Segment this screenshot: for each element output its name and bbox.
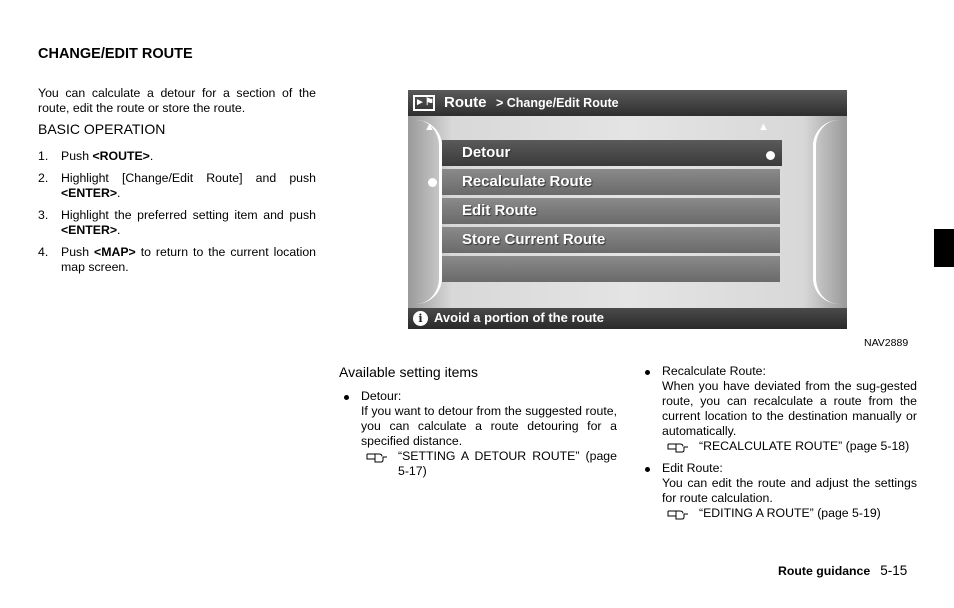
step-number: 2. [38,171,49,185]
step-item [38,208,316,238]
left-scroll-arc [416,120,442,304]
info-text: Avoid a portion of the route [434,310,604,325]
figure-code: NAV2889 [864,337,909,349]
bullet-icon [645,467,650,472]
step-key: <ENTER> [61,223,118,237]
menu-item-empty [442,256,780,282]
step-text: . [149,149,154,163]
screen-breadcrumb: > Change/Edit Route [496,96,619,110]
step-number: 1. [38,149,49,163]
step-number: 3. [38,208,49,222]
basic-operation-heading: BASIC OPERATION [38,121,166,137]
step-key: <ROUTE> [92,149,150,163]
reference-text: “EDITING A ROUTE” (page 5-19) [699,506,881,520]
items-column-right [640,364,917,521]
step-text: to return to the current location map screen. [61,245,316,274]
item-label: Detour: [361,389,402,403]
page-number: 5-15 [880,563,908,578]
reference-text: “RECALCULATE ROUTE” (page 5-18) [699,439,910,453]
menu-item-detour[interactable]: Detour [442,140,782,166]
footer-section: Route guidance [778,564,871,578]
info-icon: i [413,311,428,326]
step-number: 4. [38,245,49,259]
step-text: Highlight [Change/Edit Route] and push [61,171,316,185]
item-text: If you want to detour from the suggested route, you can calculate a route detouring for a specified distance. [361,404,617,448]
item-text: When you have deviated from the sug-gested route, you can recalculate a route from the current location to the destination manually or automatically. [662,379,917,438]
reference-text: “SETTING A DETOUR ROUTE” (page 5-17) [398,449,617,478]
pointing-hand-icon [667,440,689,453]
item-text: You can edit the route and adjust the settings for route calculation. [662,476,917,505]
right-scroll-arc [813,120,839,304]
list-item [339,389,617,479]
menu-item-store-current-route[interactable]: Store Current Route [442,227,780,253]
pointing-hand-icon [366,450,388,463]
intro-paragraph: You can calculate a detour for a section of the route, edit the route or store the route. [38,86,316,115]
step-text: . [117,186,121,200]
step-item [38,171,316,201]
screen-info-bar [408,308,847,329]
scroll-position-dot-icon [428,178,437,187]
pointing-hand-icon [667,507,689,520]
cross-reference [361,449,617,479]
chapter-tab [934,229,954,267]
selection-dot-icon [766,151,775,160]
cross-reference [662,439,917,454]
step-text: . [117,223,121,237]
steps-list [38,149,316,282]
bullet-icon [344,395,349,400]
step-text: Highlight the preferred setting item and push [61,208,316,222]
step-text: Push [61,245,95,259]
step-item [38,149,316,164]
available-items-heading: Available setting items [339,364,479,380]
bullet-icon [645,370,650,375]
page-footer [778,563,907,578]
step-key: <MAP> [94,245,136,259]
list-item [640,461,917,521]
scroll-up-arrow-icon: ▲ [424,121,435,133]
items-column-left [339,389,617,479]
scroll-up-arrow-icon: ▲ [758,121,769,133]
route-flag-icon: ►⚑ [413,95,435,111]
step-key: <ENTER> [61,186,118,200]
menu-item-recalculate-route[interactable]: Recalculate Route [442,169,780,195]
screen-menu-area [408,116,847,308]
screen-title-bar [408,90,847,116]
screen-title: Route [444,94,487,111]
list-item [640,364,917,454]
cross-reference [662,506,917,521]
item-label: Edit Route: [662,461,723,475]
step-item [38,245,316,275]
section-heading: CHANGE/EDIT ROUTE [38,46,193,62]
step-text: Push [61,149,93,163]
menu-item-edit-route[interactable]: Edit Route [442,198,780,224]
navigation-screen [408,90,847,329]
item-label: Recalculate Route: [662,364,766,378]
